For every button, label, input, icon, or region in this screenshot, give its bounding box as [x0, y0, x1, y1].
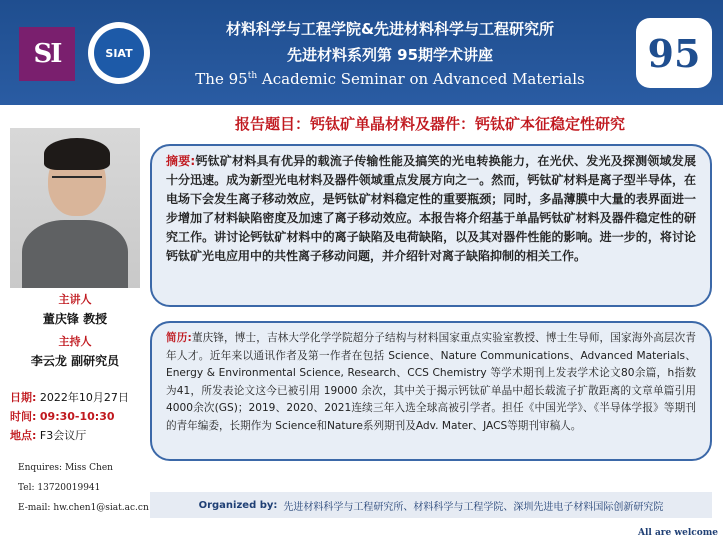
abstract-text: 钙钛矿材料具有优异的载流子传输性能及搞笑的光电转换能力，在光伏、发光及探测领域发展十分迅速。成为新型光电材料及器件领域重点发展方向之一。然而，钙钛矿材料是离子型半导体，在电场下会发生离子移动效应，是钙钛矿材料稳定性的重要瓶颈；同时，多晶薄膜中大量的表界面进一步增加了材料缺陷密度及加速了离子移动效应。本报告将介绍基于单晶钙钛矿材料及器件稳定性的研究工作。讲讨论钙钛矿材料中的离子缺陷及电荷缺陷，以及其对器件性能的影响。进一步的，将讨论钙钛矿光电应用中的共性离子移动问题，并介绍针对离子缺陷抑制的相关工作。 — [166, 154, 696, 263]
abstract-label: 摘要: — [166, 154, 196, 168]
place-label: 地点: — [10, 429, 37, 442]
header-series: 先进材料系列第 95期学术讲座 — [286, 46, 494, 64]
organizer-text: 先进材料科学与工程研究所、材料科学与工程学院、深圳先进电子材料国际创新研究院 — [283, 501, 664, 513]
bio-content — [166, 330, 696, 435]
abstract-panel — [150, 144, 712, 307]
speaker-name: 董庆锋 教授 — [42, 312, 108, 326]
organizer-lead: Organized by: — [198, 499, 278, 511]
organizer-bar — [150, 492, 712, 518]
speaker-photo — [10, 128, 140, 288]
photo-body-shape — [22, 220, 128, 288]
siat-calligraphy-logo — [19, 27, 75, 81]
bio-panel — [150, 321, 712, 461]
contact-tel: Tel: 13720019941 — [18, 483, 101, 493]
date-row — [10, 389, 129, 405]
header-english-sup: th — [247, 71, 258, 81]
speaker-role-label: 主讲人 — [58, 293, 92, 306]
photo-hair-shape — [44, 138, 110, 170]
contact-email: E-mail: hw.chen1@siat.ac.cn — [18, 503, 149, 513]
header-banner — [0, 0, 723, 105]
date-label: 日期: — [10, 391, 37, 404]
siat-seal-logo — [88, 22, 150, 84]
logo-mark-glyph: SI — [33, 39, 61, 69]
host-name: 李云龙 副研究员 — [30, 354, 120, 368]
header-english-suffix: Academic Seminar on Advanced Materials — [257, 70, 585, 88]
contact-enquires: Enquires: Miss Chen — [18, 463, 113, 473]
place-value: F3会议厅 — [39, 429, 87, 442]
bio-text: 董庆锋，博士，吉林大学化学学院超分子结构与材料国家重点实验室教授、博士生导师，国家海外高层次青年人才。近年来以通讯作者及第一作者在包括 Science、Nature Communications、Advanced Materials、Energy & Environmental Science, Research、CCS Chemistry 等学术期刊上发表学术论文80余篇，h指数为41，所发表论文这今已被引用 19000 余次，其中关于揭示钙钛矿单晶中超长载流子扩散距离的文章单篇引用4000余次(GS)；2019、2020、2021连续三年入选全球高被引学者。担任《中国光学》、《半导体学报》等期刊的青年编委，长期作为 Science和Nature系列期刊及Adv. Mater、JACS等期刊审稿人。 — [166, 332, 696, 432]
header-institute: 材料科学与工程学院&先进材料科学与工程研究所 — [225, 20, 555, 38]
time-value: 09:30-10:30 — [39, 410, 115, 423]
header-english-title — [160, 70, 620, 88]
all-welcome-text: All are welcome — [637, 528, 718, 538]
time-row — [10, 408, 115, 424]
date-value: 2022年10月27日 — [39, 391, 129, 404]
bio-label: 简历: — [166, 332, 192, 344]
place-row — [10, 427, 86, 443]
siat-seal-text: SIAT — [94, 28, 144, 78]
photo-glasses-shape — [52, 176, 102, 190]
header-english-prefix: The 95 — [195, 70, 248, 88]
report-title: 报告题目：钙钛矿单晶材料及器件：钙钛矿本征稳定性研究 — [234, 115, 625, 133]
issue-number-badge: 95 — [636, 18, 712, 88]
time-label: 时间: — [10, 410, 37, 423]
host-role-label: 主持人 — [58, 335, 92, 348]
abstract-content — [166, 152, 696, 266]
